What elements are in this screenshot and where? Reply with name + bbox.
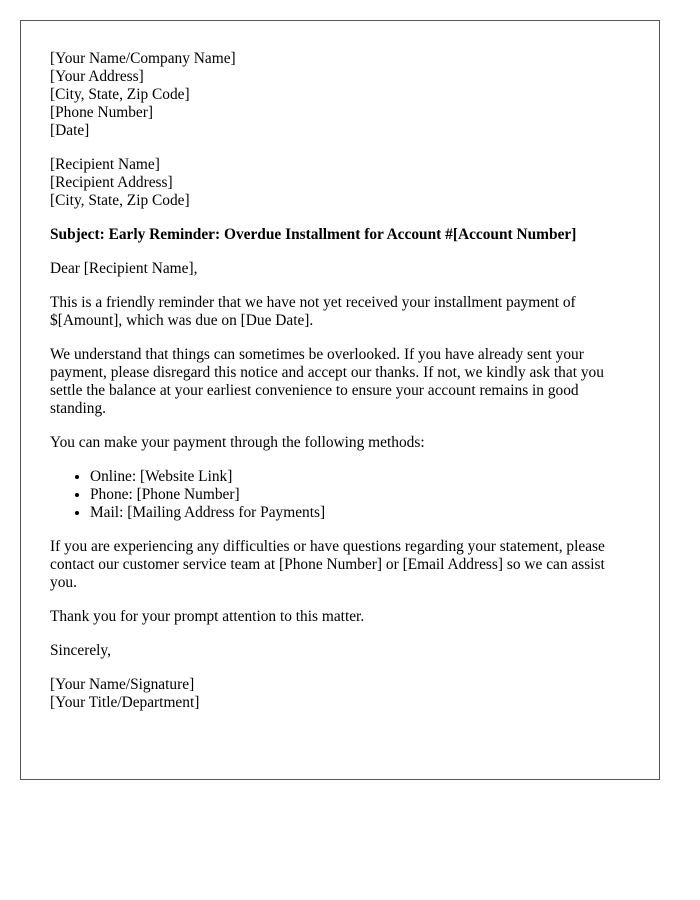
payment-methods-list [50, 468, 635, 522]
list-item: • Phone: [Phone Number] [90, 486, 635, 504]
paragraph-payment-intro: You can make your payment through the following methods: [50, 434, 425, 451]
recipient-city: [City, State, Zip Code] [50, 192, 190, 209]
recipient-address: [Recipient Address] [50, 174, 173, 191]
signature-title: [Your Title/Department] [50, 694, 200, 711]
signoff: Sincerely, [50, 642, 111, 659]
sender-phone: [Phone Number] [50, 104, 154, 121]
subject-line: Subject: Early Reminder: Overdue Installment for Account #[Account Number] [50, 226, 577, 243]
letter-page [20, 20, 660, 780]
recipient-name: [Recipient Name] [50, 156, 160, 173]
list-item: • Mail: [Mailing Address for Payments] [90, 504, 635, 522]
signature-name: [Your Name/Signature] [50, 676, 195, 693]
list-item: • Online: [Website Link] [90, 468, 635, 486]
paragraph-reminder: This is a friendly reminder that we have not yet received your installment payment of $[Amount], which was due on [Due Date]. [50, 294, 576, 329]
letter-content [50, 50, 635, 728]
recipient-block [50, 156, 635, 210]
letter-date: [Date] [50, 122, 90, 139]
salutation: Dear [Recipient Name], [50, 260, 198, 277]
paragraph-thanks: Thank you for your prompt attention to this matter. [50, 608, 365, 625]
paragraph-overlooked: We understand that things can sometimes be overlooked. If you have already sent your payment, please disregard this notice and accept our thanks. If not, we kindly ask that you settle the balance at your earliest convenience to ensure your account remains in good standing. [50, 346, 604, 417]
paragraph-contact: If you are experiencing any difficulties or have questions regarding your statement, please contact our customer service team at [Phone Number] or [Email Address] so we can assist you. [50, 538, 605, 591]
sender-city: [City, State, Zip Code] [50, 86, 190, 103]
sender-block [50, 50, 635, 140]
signature-block [50, 676, 635, 712]
sender-address: [Your Address] [50, 68, 144, 85]
sender-name: [Your Name/Company Name] [50, 50, 236, 67]
